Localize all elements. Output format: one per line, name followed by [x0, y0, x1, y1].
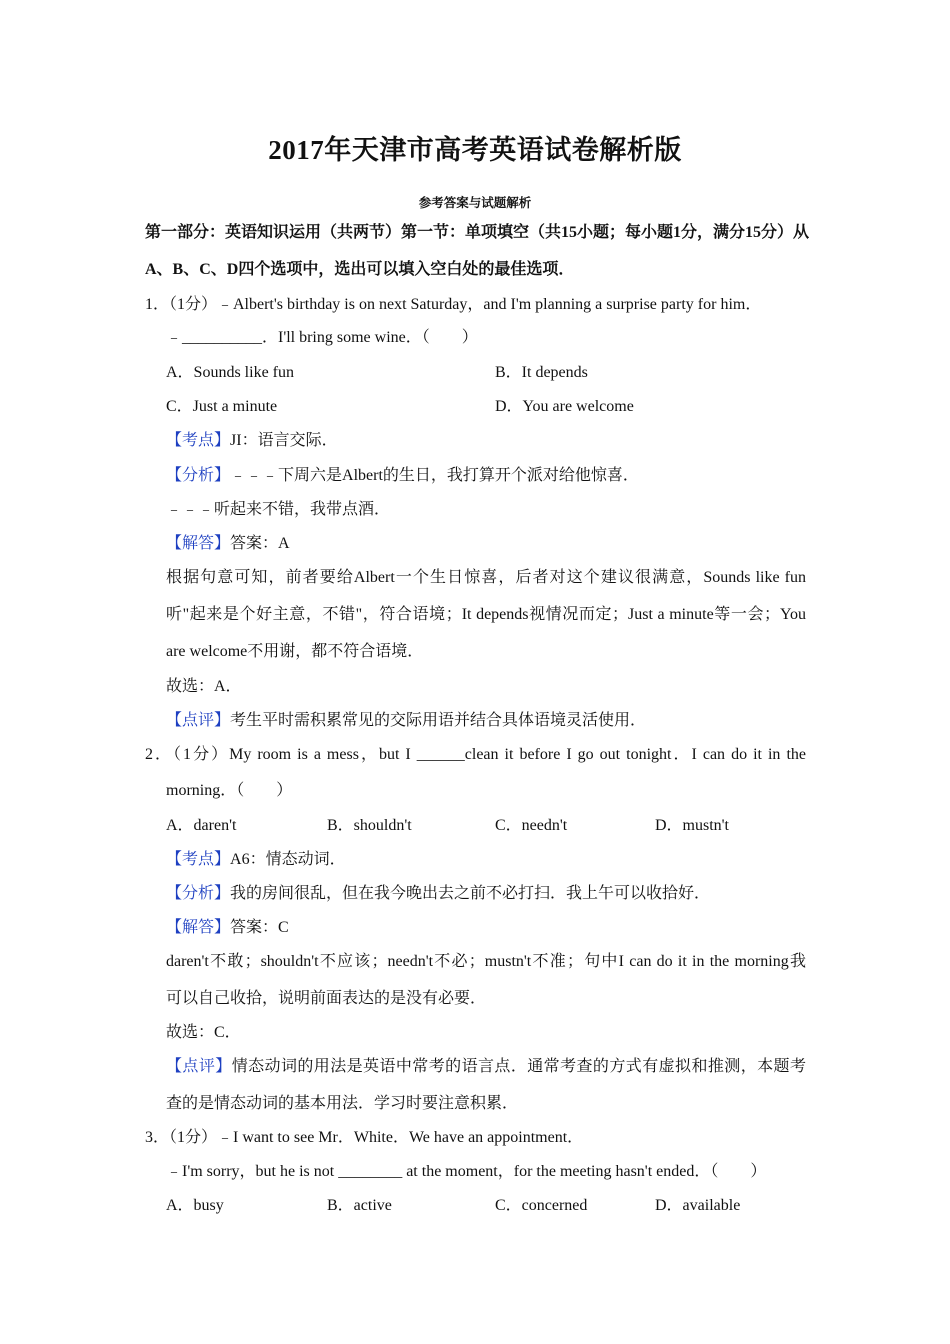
q2-option-b: B．shouldn't — [327, 817, 412, 834]
q3-option-d: D．available — [655, 1197, 741, 1214]
q2-explain-line-1: daren't不敢；shouldn't不应该；needn't不必；mustn't不准；句中I can do it in the morning我 — [166, 953, 806, 970]
kaodian-text: A6：情态动词． — [230, 851, 346, 868]
q1-fenxi — [166, 466, 639, 486]
fenxi-tag: 【分析】 — [166, 467, 231, 484]
kaodian-tag: 【考点】 — [166, 851, 231, 868]
question-2-stem-line-2: morning．（ ） — [166, 782, 293, 799]
q2-fenxi — [166, 884, 710, 904]
jieda-text: 答案：A — [230, 535, 290, 552]
q1-option-c: C．Just a minute — [166, 398, 278, 415]
q2-kaodian — [166, 850, 346, 870]
q1-explain-line-3: are welcome不用谢，都不符合语境． — [166, 643, 424, 660]
dianping-tag: 【点评】 — [166, 1058, 232, 1075]
q2-option-a: A．daren't — [166, 817, 237, 834]
jieda-text: 答案：C — [230, 919, 289, 936]
q2-dianping — [166, 1057, 806, 1077]
q1-guxuan: 故选：A． — [166, 678, 242, 695]
question-3-stem: 3．（1分）﹣I want to see Mr．White．We have an appointment． — [145, 1129, 584, 1146]
kaodian-text: JI：语言交际． — [230, 432, 338, 449]
question-1-stem-line-2: ﹣__________．I'll bring some wine．（ ） — [166, 329, 478, 346]
dianping-text: 情态动词的用法是英语中常考的语言点．通常考查的方式有虚拟和推测，本题考 — [231, 1058, 806, 1075]
question-2-stem: 2．（1分）My room is a mess，but I ______clean it before I go out tonight．I can do it in the — [145, 746, 806, 763]
q1-option-b: B．It depends — [495, 364, 588, 381]
section-intro-line-2: A、B、C、D四个选项中，选出可以填入空白处的最佳选项． — [145, 261, 575, 278]
page-title: 2017年天津市高考英语试卷解析版 — [268, 135, 682, 165]
fenxi-tag: 【分析】 — [166, 885, 231, 902]
q2-jieda — [166, 918, 289, 938]
jieda-tag: 【解答】 — [166, 919, 231, 936]
q1-explain-line-1: 根据句意可知，前者要给Albert一个生日惊喜，后者对这个建议很满意，Sounds like fun — [166, 569, 806, 586]
dianping-text: 考生平时需积累常见的交际用语并结合具体语境灵活使用． — [230, 712, 647, 729]
q1-option-d: D．You are welcome — [495, 398, 634, 415]
q3-option-a: A．busy — [166, 1197, 224, 1214]
question-3-stem-line-2: ﹣I'm sorry，but he is not ________ at the moment，for the meeting hasn't ended．（ ） — [166, 1163, 767, 1180]
q2-option-d: D．mustn't — [655, 817, 730, 834]
q1-kaodian — [166, 431, 338, 451]
q2-dianping-line-2: 查的是情态动词的基本用法．学习时要注意积累． — [166, 1095, 519, 1112]
q2-option-c: C．needn't — [495, 817, 568, 834]
fenxi-text: ﹣﹣﹣下周六是Albert的生日，我打算开个派对给他惊喜． — [230, 467, 639, 484]
question-1-stem: 1．（1分）﹣Albert's birthday is on next Saturday，and I'm planning a surprise party for him． — [145, 296, 762, 313]
kaodian-tag: 【考点】 — [166, 432, 231, 449]
q2-explain-line-2: 可以自己收拾，说明前面表达的是没有必要． — [166, 990, 487, 1007]
q3-option-b: B．active — [327, 1197, 392, 1214]
q1-fenxi-line-2: ﹣﹣﹣听起来不错，我带点酒． — [166, 501, 391, 518]
q1-dianping — [166, 711, 646, 731]
q1-jieda — [166, 534, 290, 554]
jieda-tag: 【解答】 — [166, 535, 231, 552]
q3-option-c: C．concerned — [495, 1197, 588, 1214]
q1-option-a: A．Sounds like fun — [166, 364, 295, 381]
dianping-tag: 【点评】 — [166, 712, 231, 729]
section-intro-line-1: 第一部分：英语知识运用（共两节）第一节：单项填空（共15小题；每小题1分，满分15分）从 — [145, 224, 810, 241]
q2-guxuan: 故选：C． — [166, 1024, 241, 1041]
q1-explain-line-2: 听"起来是个好主意，不错"，符合语境；It depends视情况而定；Just a minute等一会；You — [166, 606, 806, 623]
page-subtitle: 参考答案与试题解析 — [418, 196, 532, 210]
fenxi-text: 我的房间很乱，但在我今晚出去之前不必打扫．我上午可以收拾好． — [230, 885, 711, 902]
